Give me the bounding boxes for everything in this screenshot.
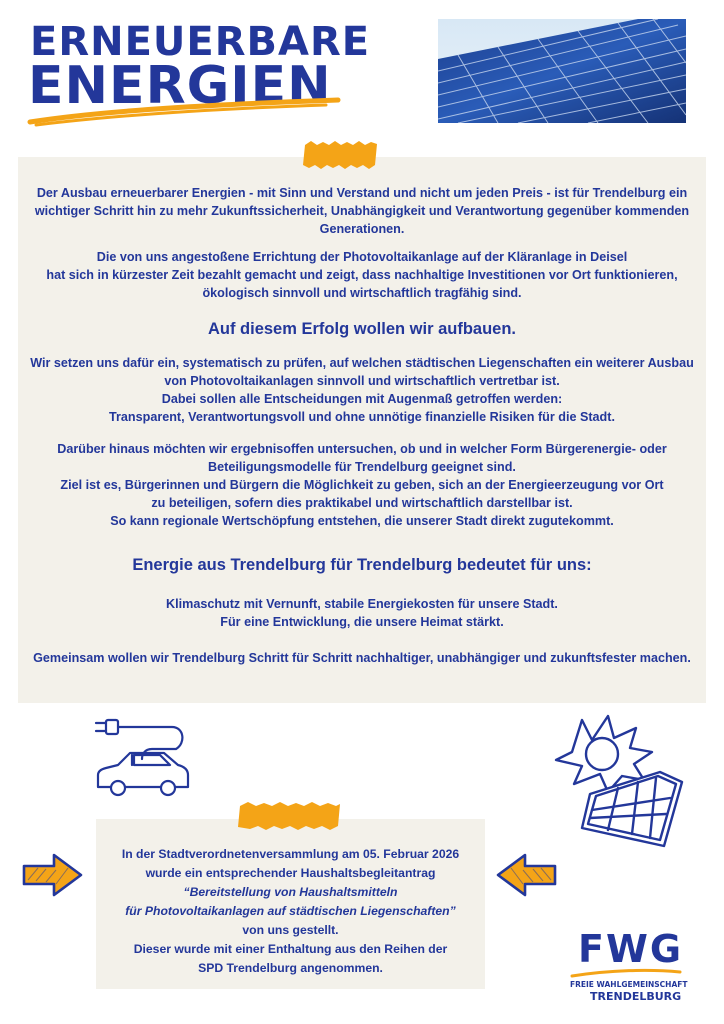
arrow-left-icon (493, 850, 561, 900)
solar-panel-photo (438, 19, 686, 123)
tape-strip (303, 141, 379, 169)
pv-line-1: Die von uns angestoßene Errichtung der Photovoltaikanlage auf der Kläranlage in Deisel (96, 250, 628, 264)
expand-line-2: von Photovoltaikanlagen sinnvoll und wirtschaftlich vertretbar ist. (164, 374, 560, 388)
means-line-2: Für eine Entwicklung, die unsere Heimat stärkt. (220, 615, 504, 629)
notice-line-4: für Photovoltaikanlagen auf städtischen Liegenschaften” (125, 904, 456, 918)
heading-success: Auf diesem Erfolg wollen wir aufbauen. (207, 320, 517, 338)
civic-line-4: zu beteiligen, sofern dies praktikabel und wirtschaftlich darstellbar ist. (151, 496, 573, 510)
pv-line-2: hat sich in kürzester Zeit bezahlt gemacht und zeigt, dass nachhaltige Investitionen vor Ort funktionieren, (46, 268, 678, 282)
expand-line-1: Wir setzen uns dafür ein, systematisch zu prüfen, auf welchen städtischen Liegenschaften ein weiterer Ausbau (30, 356, 694, 370)
civic-line-2: Beteiligungsmodelle für Trendelburg geeignet sind. (208, 460, 516, 474)
expand-line-3: Dabei sollen alle Entscheidungen mit Augenmaß getroffen werden: (161, 392, 563, 406)
logo-fwg: FWG (578, 927, 684, 971)
civic-line-1: Darüber hinaus möchten wir ergebnisoffen untersuchen, ob und in welcher Form Bürgerenergie- oder (57, 442, 667, 456)
civic-line-3: Ziel ist es, Bürgerinnen und Bürgern die Möglichkeit zu geben, sich an der Energieerzeugung vor Ort (60, 478, 664, 492)
intro-paragraph: Der Ausbau erneuerbarer Energien - mit Sinn und Verstand und nicht um jeden Preis - ist für Trendelburg ein wichtiger Schritt hin zu mehr Zukunftssicherheit, Unabhängigkeit und Verantwortung gegenüber kommenden Generationen. (34, 186, 690, 236)
notice-panel (96, 819, 485, 989)
expand-line-4: Transparent, Verantwortungsvoll und ohne unnötige finanzielle Risiken für die Stadt. (109, 410, 615, 424)
tape-strip (238, 802, 342, 830)
title-underline-brush (26, 96, 342, 128)
arrow-right-icon (18, 850, 86, 900)
notice-line-1: In der Stadtverordnetenversammlung am 05. Februar 2026 (121, 847, 460, 861)
notice-line-5: von uns gestellt. (242, 923, 339, 937)
means-line-1: Klimaschutz mit Vernunft, stabile Energiekosten für unsere Stadt. (166, 597, 558, 611)
pv-line-3: ökologisch sinnvoll und wirtschaftlich tragfähig sind. (202, 286, 522, 300)
sun-solar-panel-icon (552, 712, 684, 850)
notice-line-2: wurde ein entsprechender Haushaltsbegleitantrag (145, 866, 436, 880)
closing-line: Gemeinsam wollen wir Trendelburg Schritt für Schritt nachhaltiger, unabhängiger und zukunftsfester machen. (33, 651, 691, 665)
notice-line-3: “Bereitstellung von Haushaltsmitteln (183, 885, 398, 899)
logo-subtitle: FREIE WAHLGEMEINSCHAFT (570, 980, 688, 989)
ev-car-icon (92, 713, 192, 799)
notice-line-7: SPD Trendelburg angenommen. (198, 961, 383, 975)
main-text-panel (18, 157, 706, 703)
notice-line-6: Dieser wurde mit einer Enthaltung aus den Reihen der (133, 942, 448, 956)
civic-line-5: So kann regionale Wertschöpfung entstehen, die unserer Stadt direkt zugutekommt. (110, 514, 614, 528)
title-line-2: ENERGIEN (28, 56, 332, 116)
logo-underline (570, 966, 682, 980)
heading-energy: Energie aus Trendelburg für Trendelburg bedeutet für uns: (132, 556, 592, 574)
title-line-1: ERNEUERBARE (30, 19, 371, 65)
logo-town: TRENDELBURG (590, 990, 682, 1003)
